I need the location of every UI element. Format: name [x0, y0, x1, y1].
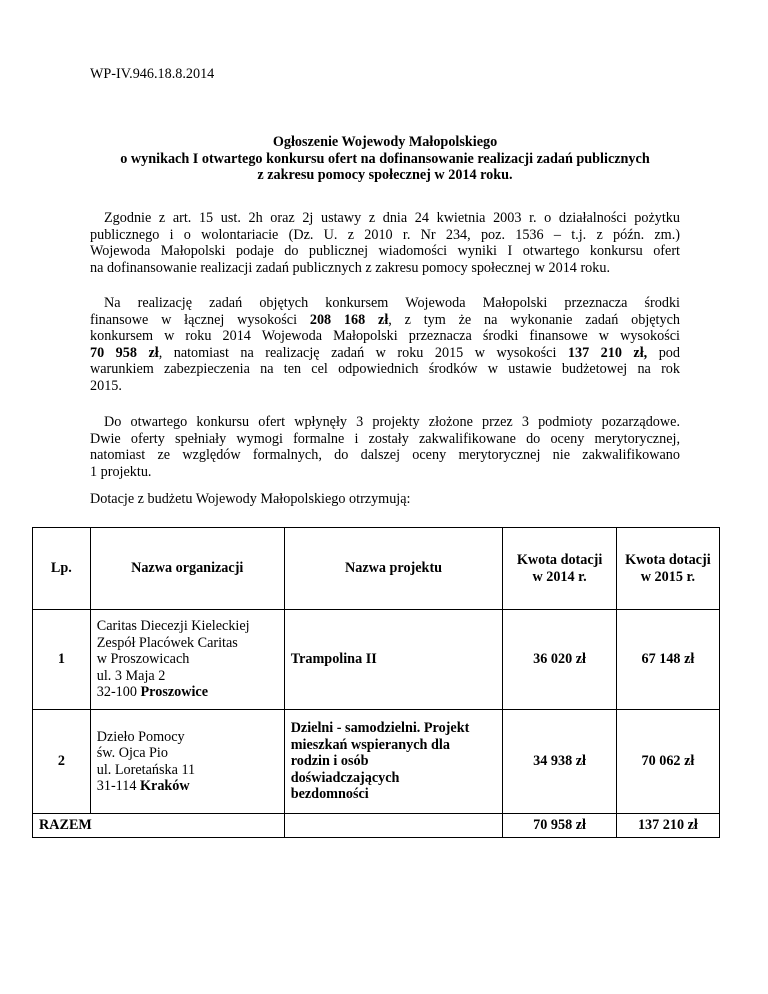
paragraph-line: Zgodnie z art. 15 ust. 2h oraz 2j ustawy z dnia 24 kwietnia 2003 r. o działalności pożytku — [104, 210, 680, 226]
paragraph-line: Na realizację zadań objętych konkursem Wojewoda Małopolski przeznacza środki — [104, 295, 680, 311]
title-line: z zakresu pomocy społecznej w 2014 roku. — [257, 167, 513, 183]
paragraph-line: 1 projektu. — [90, 463, 152, 480]
organization-cell — [90, 610, 284, 710]
org-line: ul. 3 Maja 2 — [96, 667, 166, 684]
paragraph-line: na dofinansowanie realizacji zadań publicznych z zakresu pomocy społecznej w 2014 roku. — [90, 259, 611, 276]
project-line: doświadczających — [290, 769, 400, 786]
paragraph-line: Dwie oferty spełniały wymogi formalne i zostały zakwalifikowane do oceny merytorycznej, — [90, 430, 680, 447]
amount-2014-cell: 34 938 zł — [503, 710, 616, 814]
paragraph-line: Wojewoda Małopolski podaje do publicznej wiadomości wyniki I otwartego konkursu ofert — [90, 243, 680, 259]
paragraph-line: Do otwartego konkursu ofert wpłynęły 3 projekty złożone przez 3 podmioty pozarządowe. — [104, 414, 680, 430]
row-number: 2 — [33, 710, 91, 814]
total-label: RAZEM — [33, 814, 285, 838]
funding-2014-amount: 70 958 zł — [90, 344, 159, 361]
project-line: mieszkań wspieranych dla — [290, 736, 450, 753]
organization-cell — [90, 710, 284, 814]
amount-2015-cell: 67 148 zł — [616, 610, 719, 710]
table-header-row — [33, 528, 720, 610]
postal-code: 32-100 — [96, 684, 141, 701]
title-line: o wynikach I otwartego konkursu ofert na dofinansowanie realizacji zadań publicznych — [120, 150, 650, 167]
reference-number: WP-IV.946.18.8.2014 — [90, 66, 215, 82]
org-address-city — [97, 778, 278, 795]
paragraph-text: , z tym że na wykonanie zadań objętych — [388, 311, 680, 328]
table-row — [33, 710, 720, 814]
paragraph-text: pod — [647, 344, 680, 361]
project-cell: Trampolina II — [284, 610, 503, 710]
postal-code: 31-114 — [96, 778, 140, 794]
paragraph-line: 2015. — [90, 377, 122, 394]
funding-2015-amount: 137 210 zł, — [567, 344, 648, 361]
org-address-city — [97, 684, 278, 701]
org-line: w Proszowicach — [96, 651, 190, 668]
paragraph-text: finansowe w łącznej wysokości — [90, 311, 310, 328]
project-line: bezdomności — [290, 786, 369, 803]
paragraph-text: , natomiast na realizację zadań w roku 2015 w wysokości — [158, 344, 568, 361]
header-text: Kwota dotacji — [516, 552, 603, 568]
header-amount-2014 — [503, 528, 616, 610]
table-row — [33, 610, 720, 710]
header-amount-2015 — [616, 528, 719, 610]
header-text: w 2015 r. — [640, 568, 696, 585]
header-organization: Nazwa organizacji — [90, 528, 284, 610]
project-line: Dzielni - samodzielni. Projekt — [290, 720, 470, 737]
project-cell — [284, 710, 503, 814]
announcement-title — [90, 134, 680, 184]
amount-2014-cell: 36 020 zł — [503, 610, 616, 710]
total-amount-2014: 70 958 zł — [503, 814, 616, 838]
paragraph-recipients-intro: Dotacje z budżetu Wojewody Małopolskiego otrzymują: — [90, 491, 411, 507]
org-line: Zespół Placówek Caritas — [96, 634, 238, 651]
paragraph-line: natomiast ze względów formalnych, do dalszej oceny merytorycznej nie zakwalifikowano — [90, 447, 680, 463]
org-line: Dzieło Pomocy — [96, 728, 185, 745]
org-line: Caritas Diecezji Kieleckiej — [96, 618, 250, 635]
title-line: Ogłoszenie Wojewody Małopolskiego — [272, 134, 498, 150]
org-line: ul. Loretańska 11 — [96, 761, 196, 778]
paragraph-submissions — [90, 414, 680, 480]
project-line: rodzin i osób — [290, 753, 369, 770]
city: Proszowice — [140, 684, 209, 701]
paragraph-funding — [90, 295, 680, 394]
grants-table — [32, 527, 720, 838]
total-amount-2015: 137 210 zł — [616, 814, 719, 838]
total-row — [33, 814, 720, 838]
paragraph-legal-basis — [90, 210, 680, 276]
header-text: Kwota dotacji — [625, 552, 711, 568]
header-project: Nazwa projektu — [284, 528, 503, 610]
paragraph-line: konkursem w roku 2014 Wojewoda Małopolski przeznacza środki finansowe w wysokości — [90, 328, 680, 344]
header-lp: Lp. — [33, 528, 91, 610]
city: Kraków — [139, 778, 190, 794]
row-number: 1 — [33, 610, 91, 710]
paragraph-line: warunkiem zabezpieczenia na ten cel odpowiednich środków w ustawie budżetowej na rok — [90, 361, 680, 377]
amount-2015-cell: 70 062 zł — [616, 710, 719, 814]
org-line: św. Ojca Pio — [96, 745, 168, 761]
header-text: w 2014 r. — [532, 568, 587, 585]
total-blank-cell — [284, 814, 503, 838]
paragraph-line: publicznego i o wolontariacie (Dz. U. z 2010 r. Nr 234, poz. 1536 – t.j. z późn. zm.) — [90, 226, 680, 243]
total-funding-amount: 208 168 zł — [309, 311, 389, 328]
